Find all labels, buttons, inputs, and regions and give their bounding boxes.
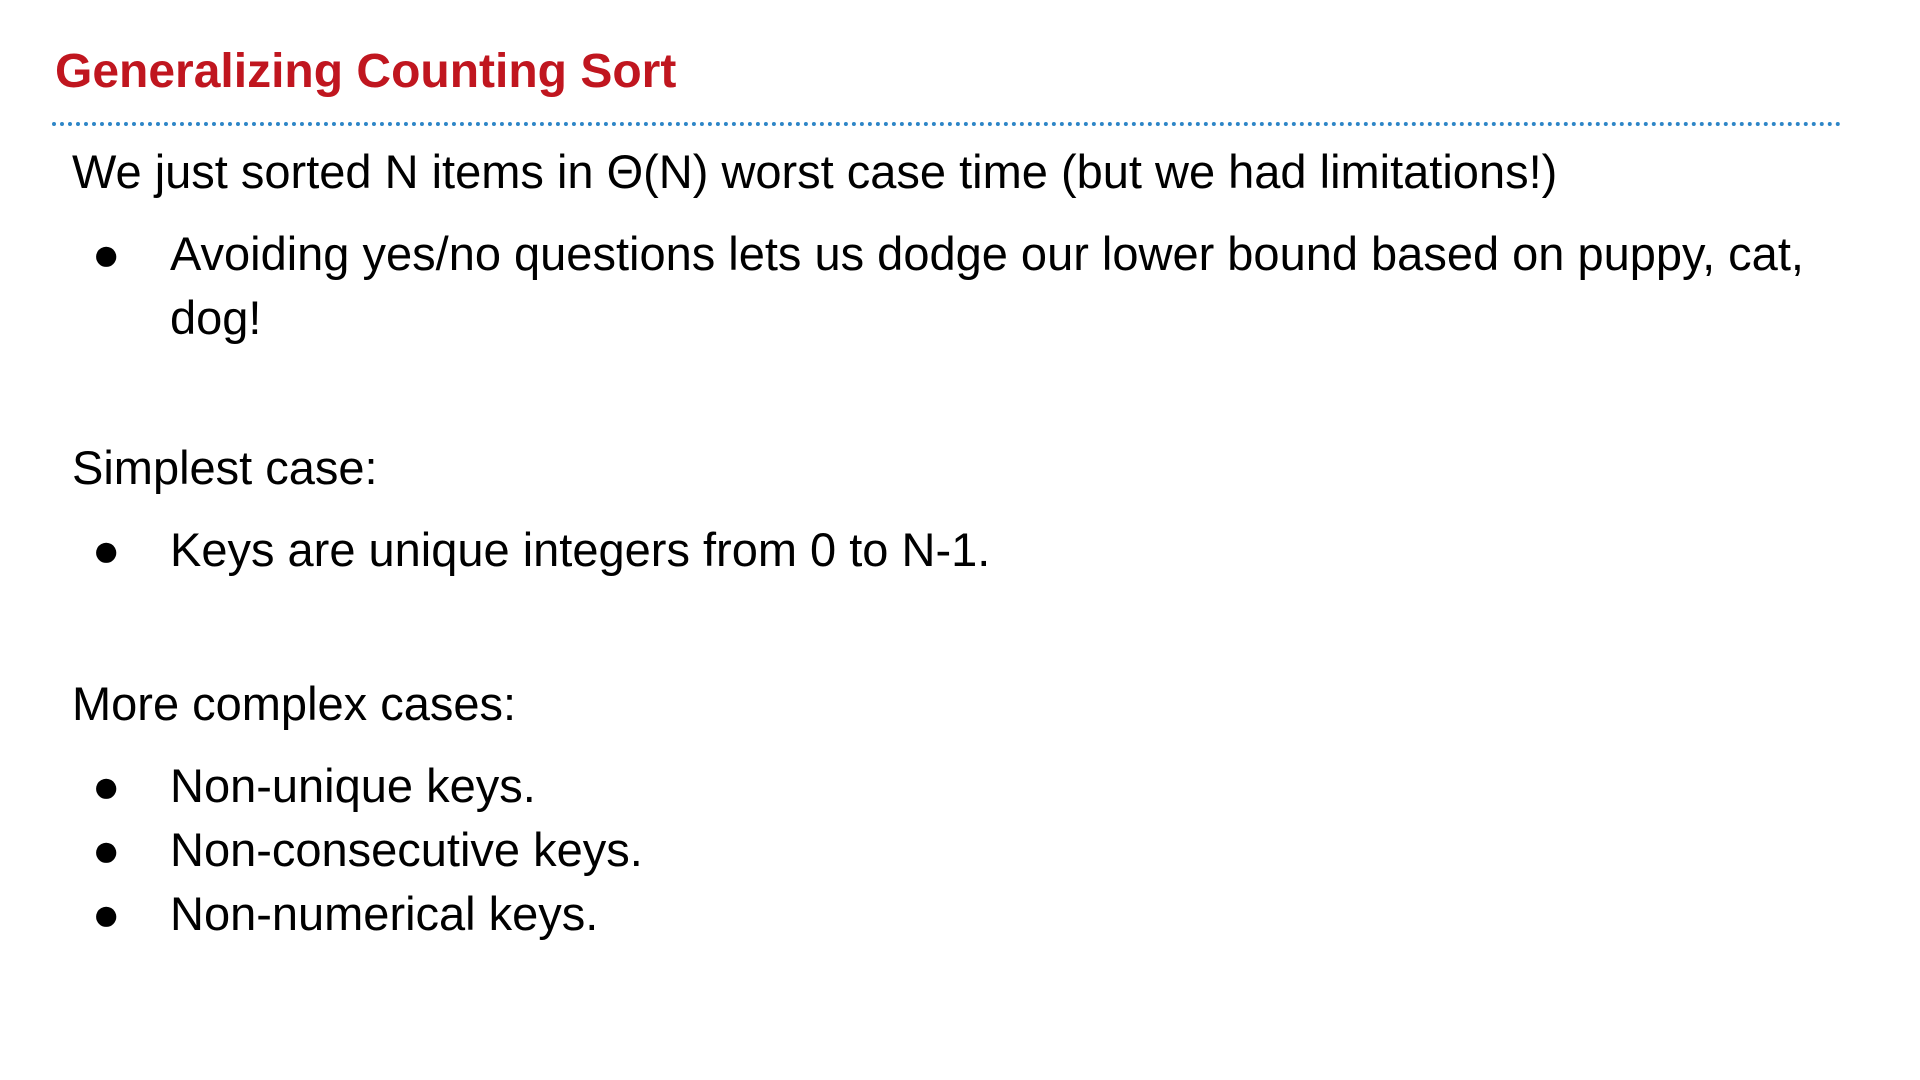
bullet-dot-icon: ●	[92, 227, 121, 280]
section-complex	[72, 672, 1852, 946]
spacer	[72, 582, 1852, 672]
section-heading: More complex cases:	[72, 677, 517, 730]
bullet-text: Non-unique keys.	[170, 759, 536, 812]
section-intro	[72, 140, 1852, 350]
list-item	[72, 754, 1852, 818]
title-divider	[52, 122, 1842, 126]
bullet-dot-icon: ●	[92, 887, 121, 940]
bullet-text: Avoiding yes/no questions lets us dodge our lower bound based on puppy, cat, dog!	[170, 227, 1804, 344]
bullet-dot-icon: ●	[92, 523, 121, 576]
slide-body	[72, 140, 1852, 946]
section-heading: Simplest case:	[72, 441, 378, 494]
bullet-text: Keys are unique integers from 0 to N-1.	[170, 523, 991, 576]
list-item	[72, 222, 1852, 350]
bullet-dot-icon: ●	[92, 759, 121, 812]
slide-title: Generalizing Counting Sort	[55, 45, 677, 98]
spacer	[72, 350, 1852, 436]
list-item	[72, 818, 1852, 882]
section-heading: We just sorted N items in Θ(N) worst case time (but we had limitations!)	[72, 145, 1558, 198]
bullet-list	[72, 518, 1852, 582]
bullet-dot-icon: ●	[92, 823, 121, 876]
bullet-list	[72, 222, 1852, 350]
list-item	[72, 518, 1852, 582]
bullet-text: Non-numerical keys.	[170, 887, 599, 940]
section-simplest	[72, 436, 1852, 582]
bullet-list	[72, 754, 1852, 946]
list-item	[72, 882, 1852, 946]
bullet-text: Non-consecutive keys.	[170, 823, 643, 876]
